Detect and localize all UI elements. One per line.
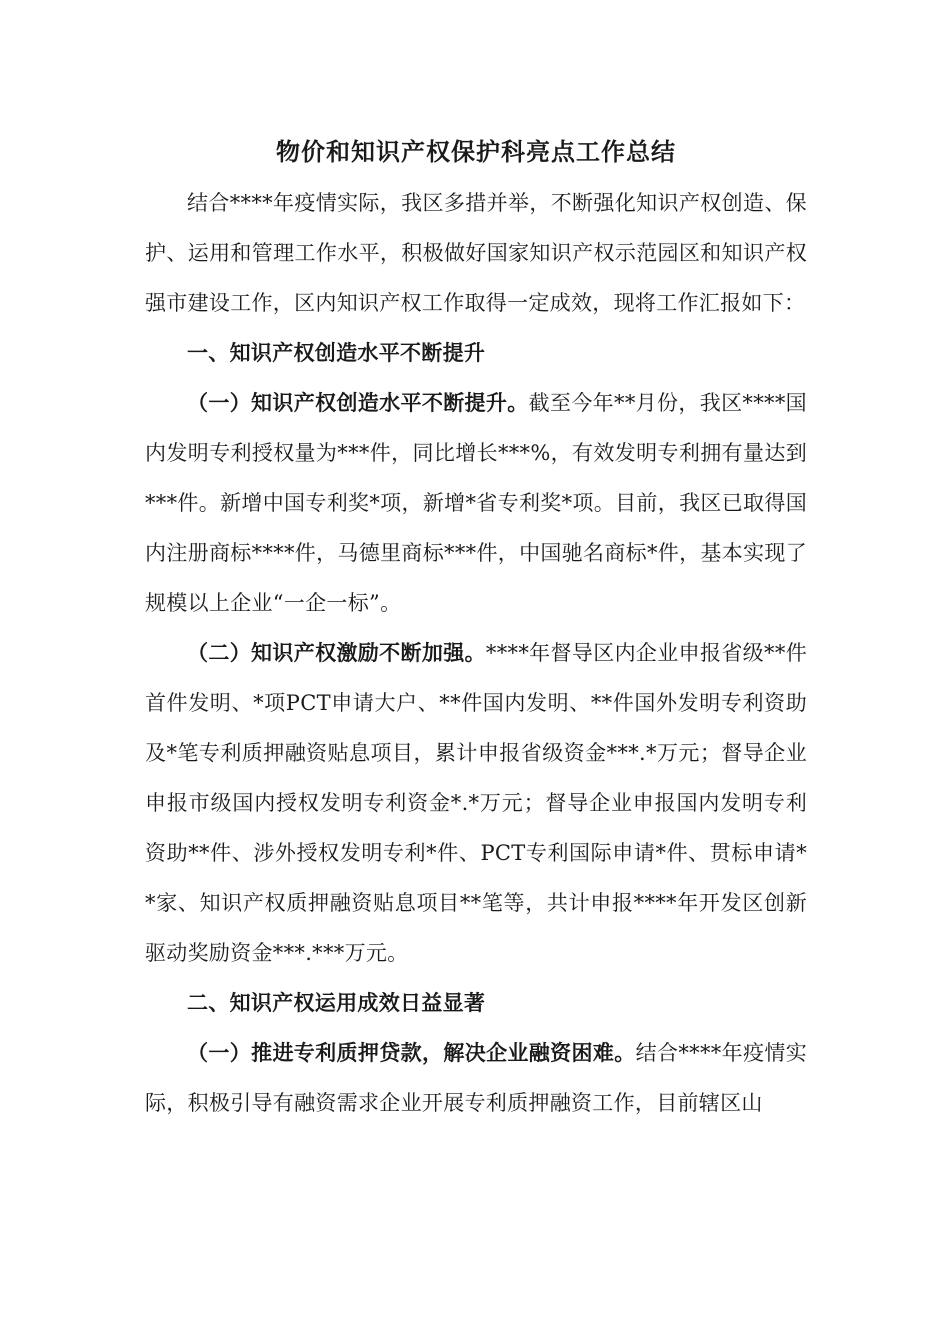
section-1-heading: 一、知识产权创造水平不断提升: [187, 340, 486, 365]
section-1-item-1-lead: （一）知识产权创造水平不断提升。: [187, 390, 529, 415]
intro-paragraph: 结合****年疫情实际，我区多措并举，不断强化知识产权创造、保护、运用和管理工作水平，积极做好国家知识产权示范园区和知识产权强市建设工作，区内知识产权工作取得一定成效，现将工作汇报如下：: [145, 191, 807, 315]
section-2-item-1-paragraph: [145, 1028, 807, 1128]
document-body: [145, 131, 807, 1128]
section-1-item-2-paragraph: [145, 628, 807, 978]
section-1-item-2-lead: （二）知识产权激励不断加强。: [187, 640, 486, 665]
section-1-item-1-text: 截至今年**月份，我区****国内发明专利授权量为***件，同比增长***%，有效发明专利拥有量达到***件。新增中国专利奖*项，新增*省专利奖*项。目前，我区已取得国内注册商标****件，马德里商标***件，中国驰名商标*件，基本实现了规模以上企业“一企一标”。: [145, 391, 807, 615]
section-2-item-1-text: 结合****年疫情实际，积极引导有融资需求企业开展专利质押融资工作，目前辖区山: [145, 1041, 807, 1115]
section-1-item-2-text: ****年督导区内企业申报省级**件首件发明、*项PCT申请大户、**件国内发明、**件国外发明专利资助及*笔专利质押融资贴息项目，累计申报省级资金***.*万元；督导企业申报市级国内授权发明专利资金*.*万元；督导企业申报国内发明专利资助**件、涉外授权发明专利*件、PCT专利国际申请*件、贯标申请**家、知识产权质押融资贴息项目**笔等，共计申报****年开发区创新驱动奖励资金***.***万元。: [145, 641, 807, 965]
section-1-item-1-paragraph: [145, 378, 807, 628]
section-2-item-1-lead: （一）推进专利质押贷款，解决企业融资困难。: [187, 1040, 636, 1065]
section-2-heading: 二、知识产权运用成效日益显著: [187, 990, 486, 1015]
document-title: 物价和知识产权保护科亮点工作总结: [276, 137, 676, 166]
